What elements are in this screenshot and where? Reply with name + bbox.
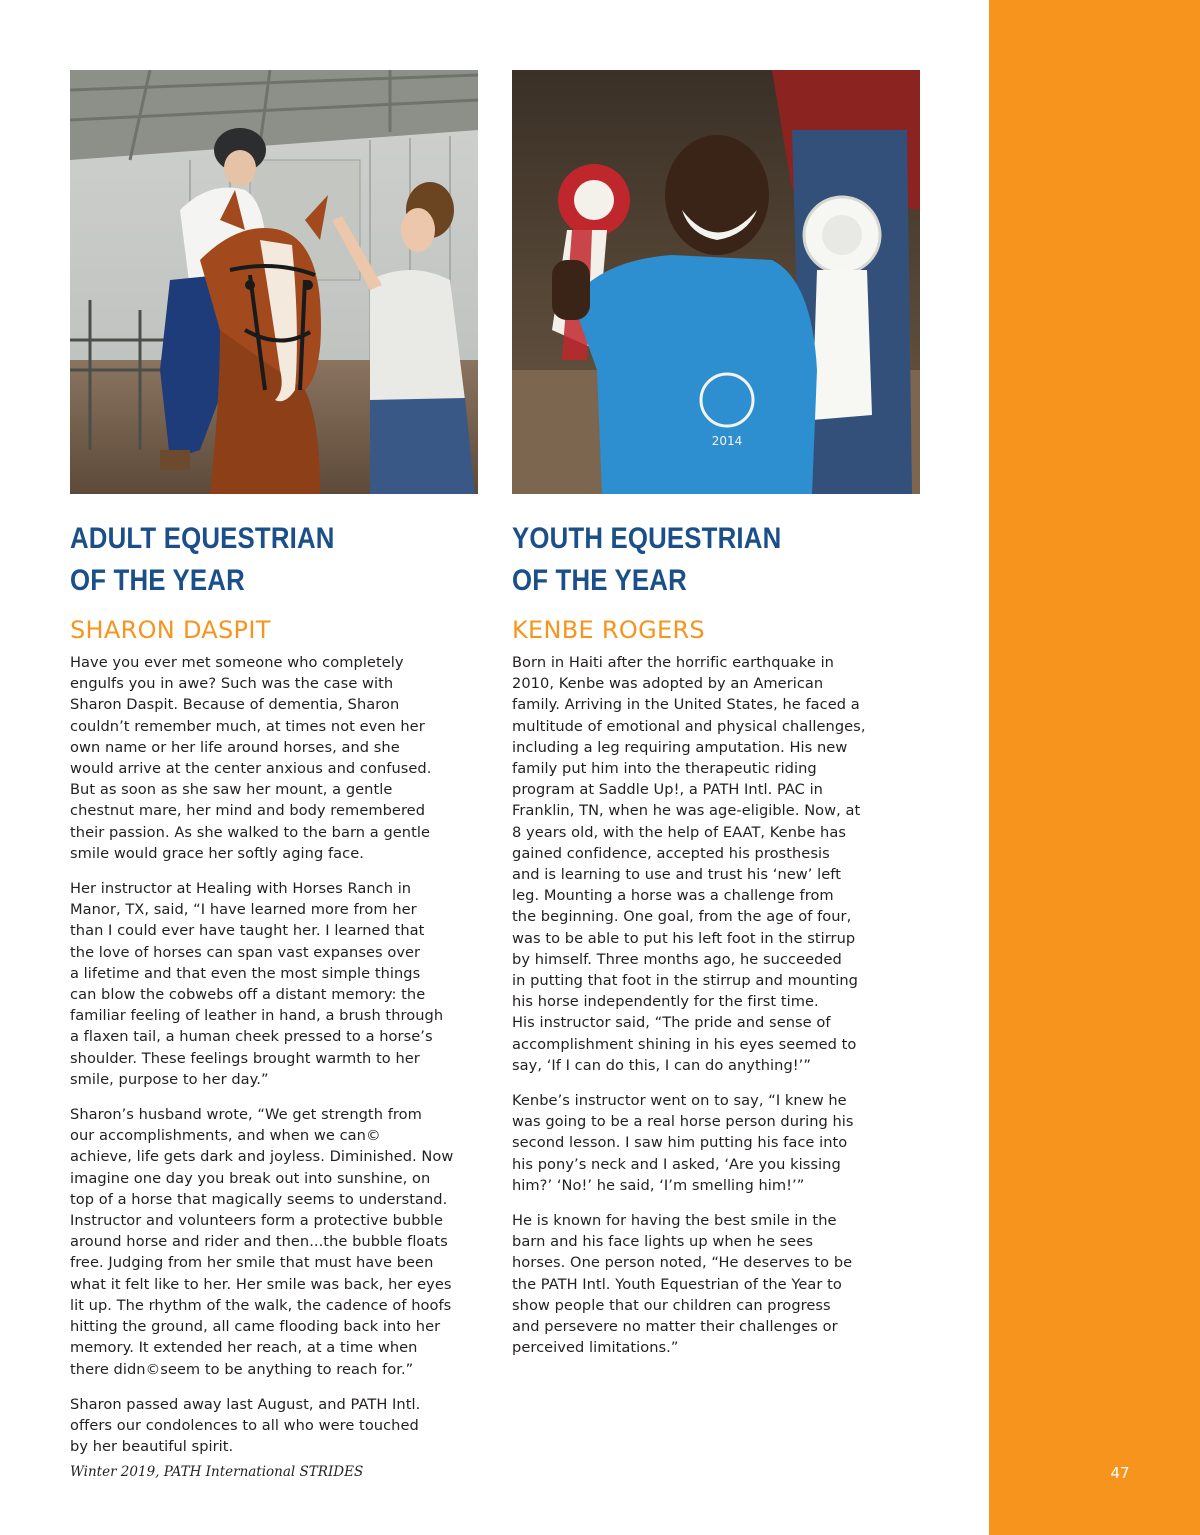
adult-column [70,70,478,1471]
adult-paragraph-1: Have you ever met someone who completely engulfs you in awe? Such was the case with Sharon Daspit. Because of dementia, Sharon couldn’t remember much, at times not even her own name or her life around horses, and she would arrive at the center anxious and confused. But as soon as she saw her mount, a gentle chestnut mare, her mind and body remembered their passion. As she walked to the barn a gentle smile would grace her softly aging face. [70,654,432,862]
boy-with-ribbons-illustration [512,70,920,494]
youth-column [512,70,920,1373]
youth-paragraph-1: Born in Haiti after the horrific earthquake in 2010, Kenbe was adopted by an American family. Arriving in the United States, he faced a multitude of emotional and physical challenges, including a leg requiring amputation. His new family put him into the therapeutic riding program at Saddle Up!, a PATH Intl. PAC in Franklin, TN, when he was age-eligible. Now, at 8 years old, with the help of EAAT, Kenbe has gained confidence, accepted his prosthesis and is learning to use and trust his ‘new’ left leg. Mounting a horse was a challenge from the beginning. One goal, from the age of four, was to be able to put his left foot in the stirrup by himself. Three months ago, he succeeded in putting that foot in the stirrup and mounting his horse independently for the first time. His instructor said, “The pride and sense of accomplishment shining in his eyes seemed to say, ‘If I can do this, I can do anything!’” [512,654,866,1074]
adult-name: SHARON DASPIT [70,616,271,644]
adult-heading-line-2: OF THE YEAR [70,564,245,597]
adult-heading [70,518,474,602]
youth-paragraph-3: He is known for having the best smile in the barn and his face lights up when he sees horses. One person noted, “He deserves to be the PATH Intl. Youth Equestrian of the Year to show people that our children can progress and persevere no matter their challenges or perceived limitations.” [512,1212,853,1357]
footer-publication: Winter 2019, PATH International STRIDES [70,1464,364,1480]
adult-paragraph-4: Sharon passed away last August, and PATH Intl. offers our condolences to all who were touched by her beautiful spirit. [70,1395,421,1456]
youth-heading-line-1: YOUTH EQUESTRIAN [512,522,782,555]
horse-rider-illustration [70,70,478,494]
adult-heading-line-1: ADULT EQUESTRIAN [70,522,335,555]
adult-paragraph-2: Her instructor at Healing with Horses Ranch in Manor, TX, said, “I have learned more from her than I could ever have taught her. I learned that the love of horses can span vast expanses over a lifetime and that even the most simple things can blow the cobwebs off a distant memory: the familiar feeling of leather in hand, a brush through a flaxen tail, a human cheek pressed to a horse’s shoulder. These feelings brought warmth to her smile, purpose to her day.” [70,880,444,1088]
youth-heading [512,518,916,602]
youth-heading-line-2: OF THE YEAR [512,564,687,597]
youth-equestrian-photo [512,70,920,494]
youth-name: KENBE ROGERS [512,616,705,644]
adult-paragraph-3: Sharon’s husband wrote, “We get strength from our accomplishments, and when we can© achieve, life gets dark and joyless. Diminished. Now imagine one day you break out into sunshine, on top of a horse that magically seems to understand. Instructor and volunteers form a protective bubble around horse and rider and then...the bubble floats free. Judging from her smile that must have been what it felt like to her. Her smile was back, her eyes lit up. The rhythm of the walk, the cadence of hoofs hitting the ground, all came flooding back into her memory. It extended her reach, at a time when there didn©seem to be anything to reach for.” [70,1106,454,1378]
adult-equestrian-photo [70,70,478,494]
orange-sidebar [989,0,1200,1535]
youth-paragraph-2: Kenbe’s instructor went on to say, “I knew he was going to be a real horse person during his second lesson. I saw him putting his face into his pony’s neck and I asked, ‘Are you kissing him?’ ‘No!’ he said, ‘I’m smelling him!’” [512,1092,854,1194]
page-number: 47 [1110,1464,1130,1482]
shirt-year-text: 2014 [711,434,743,448]
